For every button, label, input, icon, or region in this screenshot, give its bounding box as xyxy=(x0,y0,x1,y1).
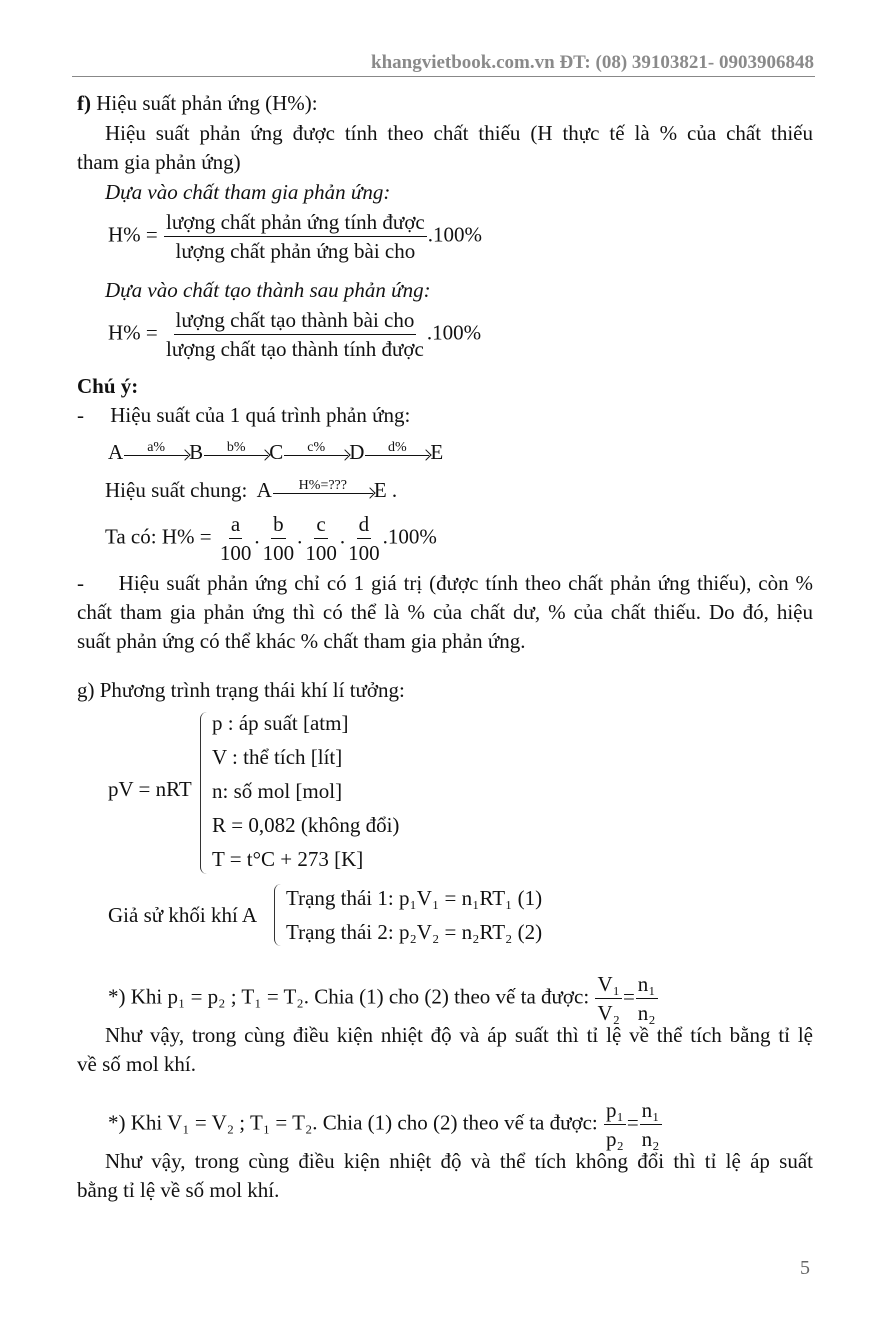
numerator: a xyxy=(229,510,242,539)
formula-tail: .100% xyxy=(382,524,437,549)
case-equal-volume xyxy=(108,1096,663,1153)
case-text: *) Khi p₁ = p₂ ; T₁ = T₂. Chia (1) cho (2) theo vế ta được: xyxy=(108,984,590,1009)
variable-item: V : thể tích [lít] xyxy=(212,745,343,769)
denominator: 100 xyxy=(219,541,252,565)
chain-node: E xyxy=(430,440,444,464)
fraction xyxy=(346,510,382,567)
paragraph-line: Như vậy, trong cùng điều kiện nhiệt độ và áp suất thì tỉ lệ về thể tích bằng tỉ lệ xyxy=(105,1023,813,1047)
brace xyxy=(274,884,281,946)
variable-list xyxy=(212,706,399,876)
arrow-label: d% xyxy=(388,439,407,455)
arrow-label: b% xyxy=(226,439,246,455)
assumption-label: Giả sử khối khí A xyxy=(108,903,258,927)
numerator: lượng chất tạo thành bài cho xyxy=(174,306,417,335)
fraction xyxy=(636,970,658,1027)
bullet-text: Hiệu suất của 1 quá trình phản ứng: xyxy=(110,403,411,427)
yield-product-formula: Ta có: H% = $\frac{a}{100}$ . $\frac{b}{100}$ . $\frac{c}{100}$ . $\frac{d}{100}$ .100% xyxy=(105,512,437,565)
state-item: Trạng thái 1: p₁V₁ = n₁RT₁ (1) xyxy=(286,886,543,910)
state-item: Trạng thái 2: p₂V₂ = n₂RT₂ (2) xyxy=(286,920,543,944)
fraction xyxy=(303,510,339,567)
page-header: khangvietbook.com.vn ĐT: (08) 39103821- 0903906848 xyxy=(371,52,814,73)
denominator: lượng chất phản ứng bài cho xyxy=(175,239,416,263)
reaction-arrow xyxy=(273,479,373,494)
equals: = xyxy=(626,1110,639,1135)
paragraph-line: về số mol khí. xyxy=(77,1052,196,1076)
note-title: Chú ý: xyxy=(77,374,139,398)
bullet-1: - Hiệu suất của 1 quá trình phản ứng: xyxy=(77,403,411,427)
numerator: n₁ xyxy=(640,1096,662,1125)
chain-node: E . xyxy=(373,478,398,502)
state-list xyxy=(286,881,542,949)
header-rule xyxy=(72,76,815,77)
equals: = xyxy=(622,984,635,1009)
reaction-chain xyxy=(108,439,443,465)
formula-tail: .100% xyxy=(427,222,482,247)
brace xyxy=(200,712,207,874)
variable-item: p : áp suất [atm] xyxy=(212,711,349,735)
section-title: Hiệu suất phản ứng (H%): xyxy=(96,91,318,115)
chain-node: A xyxy=(256,478,272,502)
chain-node: A xyxy=(108,440,124,464)
bullet-text: Hiệu suất phản ứng chỉ có 1 giá trị (được tính theo chất phản ứng thiếu), còn % xyxy=(118,571,813,595)
section-g-heading: g) Phương trình trạng thái khí lí tưởng: xyxy=(77,678,405,702)
paragraph-line: tham gia phản ứng) xyxy=(77,150,241,174)
reaction-arrow xyxy=(204,441,268,456)
section-f-heading xyxy=(77,90,318,116)
numerator: c xyxy=(314,510,327,539)
bullet-2: - Hiệu suất phản ứng chỉ có 1 giá trị (được tính theo chất phản ứng thiếu), còn % xyxy=(77,571,813,595)
arrow-label: H%=??? xyxy=(298,477,347,493)
denominator: n₂ xyxy=(641,1127,660,1151)
paragraph-line: Như vậy, trong cùng điều kiện nhiệt độ và thể tích không đổi thì tỉ lệ áp suất xyxy=(105,1149,813,1173)
denominator: 100 xyxy=(262,541,295,565)
fraction xyxy=(164,306,426,363)
arrow-label: c% xyxy=(307,439,326,455)
fraction xyxy=(604,1096,626,1153)
paragraph-line: chất tham gia phản ứng thì có thể là % của chất dư, % của chất thiếu. Do đó, hiệu xyxy=(77,600,813,624)
denominator: 100 xyxy=(348,541,380,565)
numerator: d xyxy=(357,510,372,539)
formula-prefix: Ta có: H% = xyxy=(105,524,212,549)
chain-node: C xyxy=(269,440,284,464)
numerator: b xyxy=(271,510,286,539)
reaction-arrow xyxy=(284,441,348,456)
denominator: 100 xyxy=(305,541,337,565)
denominator: V₂ xyxy=(597,1001,620,1025)
paragraph-line: suất phản ứng có thể khác % chất tham gia phản ứng. xyxy=(77,629,526,653)
case-equal-pressure xyxy=(108,970,659,1027)
reaction-arrow xyxy=(365,441,429,456)
section-label: f) xyxy=(77,91,91,115)
fraction xyxy=(595,970,622,1027)
case-text: *) Khi V₁ = V₂ ; T₁ = T₂. Chia (1) cho (2) theo vế ta được: xyxy=(108,1110,598,1135)
paragraph-line: bằng tỉ lệ về số mol khí. xyxy=(77,1178,280,1202)
case2-title: Dựa vào chất tạo thành sau phản ứng: xyxy=(105,278,431,302)
arrow-label: a% xyxy=(147,439,166,455)
variable-item: R = 0,082 (không đổi) xyxy=(212,813,400,837)
numerator: lượng chất phản ứng tính được xyxy=(164,208,427,237)
fraction xyxy=(640,1096,662,1153)
formula-lhs: H% = xyxy=(108,222,158,247)
chain-node: B xyxy=(189,440,204,464)
denominator: p₂ xyxy=(606,1127,624,1151)
page-number: 5 xyxy=(800,1257,810,1279)
variable-item: T = t°C + 273 [K] xyxy=(212,847,364,871)
formula-tail: .100% xyxy=(426,320,482,345)
formula-lhs: H% = xyxy=(108,320,158,345)
fraction xyxy=(261,510,297,567)
overall-label: Hiệu suất chung: xyxy=(105,478,248,502)
fraction xyxy=(164,208,427,265)
variable-item: n: số mol [mol] xyxy=(212,779,343,803)
case1-title: Dựa vào chất tham gia phản ứng: xyxy=(105,180,391,204)
formula-case2 xyxy=(108,306,481,363)
paragraph-line: Hiệu suất phản ứng được tính theo chất thiếu (H thực tế là % của chất thiếu xyxy=(105,121,813,145)
numerator: n₁ xyxy=(636,970,658,999)
numerator: V₁ xyxy=(595,970,622,999)
reaction-arrow xyxy=(124,441,188,456)
formula-case1 xyxy=(108,208,482,265)
denominator: lượng chất tạo thành tính được xyxy=(166,337,424,361)
overall-yield xyxy=(105,477,397,503)
ideal-gas-equation: pV = nRT xyxy=(108,777,192,801)
chain-node: D xyxy=(349,440,365,464)
denominator: n₂ xyxy=(637,1001,656,1025)
numerator: p₁ xyxy=(604,1096,626,1125)
fraction xyxy=(218,510,254,567)
